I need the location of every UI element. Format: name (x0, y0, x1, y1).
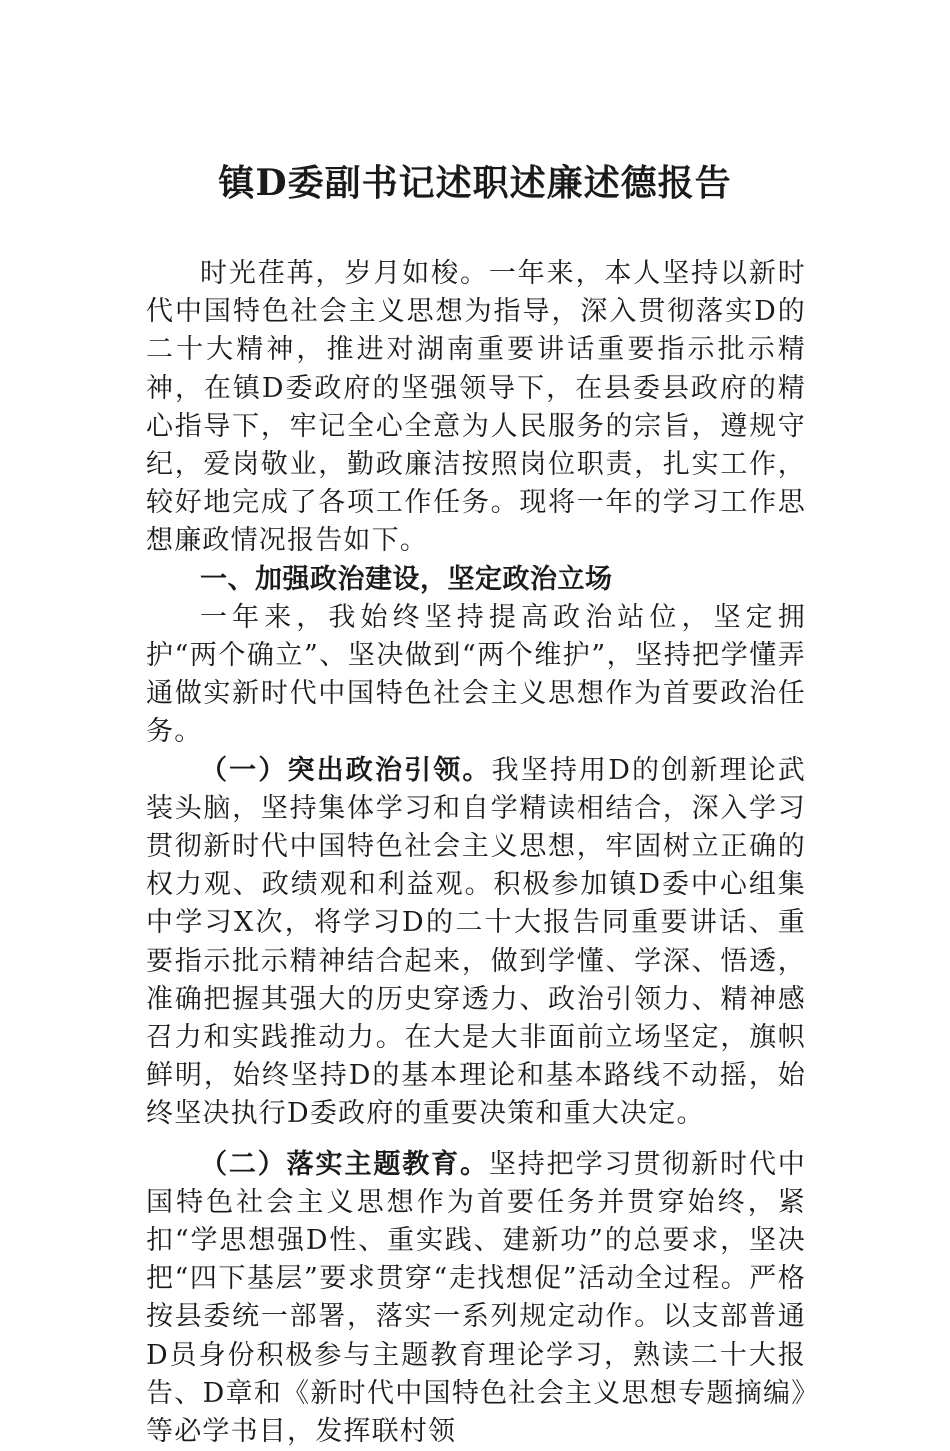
paragraph-intro: 时光荏苒，岁月如梭。一年来，本人坚持以新时代中国特色社会主义思想为指导，深入贯彻落实D的二十大精神，推进对湖南重要讲话重要指示批示精神，在镇D委政府的坚强领导下，在县委县政府的精心指导下，牢记全心全意为人民服务的宗旨，遵规守纪，爱岗敬业，勤政廉洁按照岗位职责，扎实工作，较好地完成了各项工作任务。现将一年的学习工作思想廉政情况报告如下。 (146, 258, 806, 557)
paragraph-political-guidance (146, 752, 806, 1134)
section-heading-1: 一、加强政治建设，坚定政治立场 (200, 563, 613, 595)
paragraph-section-1-intro: 一年来，我始终坚持提高政治站位，坚定拥护“两个确立”、坚决做到“两个维护”，坚持把学懂弄通做实新时代中国特色社会主义思想作为首要政治任务。 (146, 601, 806, 748)
subheading-political-guidance: （一）突出政治引领。 (200, 754, 492, 786)
subheading-theme-education: （二）落实主题教育。 (200, 1148, 489, 1180)
document-title: 镇D委副书记述职述廉述德报告 (218, 162, 732, 204)
paragraph-theme-education (146, 1146, 806, 1451)
paragraph-theme-education-body: 坚持把学习贯彻新时代中国特色社会主义思想作为首要任务并贯穿始终，紧扣“学思想强D性、重实践、建新功”的总要求，坚决把“四下基层”要求贯穿“走找想促”活动全过程。严格按县委统一部署，落实一系列规定动作。以支部普通D员身份积极参与主题教育理论学习，熟读二十大报告、D章和《新时代中国特色社会主义思想专题摘编》等必学书目，发挥联村领 (146, 1148, 807, 1448)
paragraph-political-guidance-body: 我坚持用D的创新理论武装头脑，坚持集体学习和自学精读相结合，深入学习贯彻新时代中国特色社会主义思想，牢固树立正确的权力观、政绩观和利益观。积极参加镇D委中心组集中学习X次，将学习D的二十大报告同重要讲话、重要指示批示精神结合起来，做到学懂、学深、悟透，准确把握其强大的历史穿透力、政治引领力、精神感召力和实践推动力。在大是大非面前立场坚定，旗帜鲜明，始终坚持D的基本理论和基本路线不动摇，始终坚决执行D委政府的重要决策和重大决定。 (146, 754, 806, 1130)
document-body (146, 255, 806, 1451)
